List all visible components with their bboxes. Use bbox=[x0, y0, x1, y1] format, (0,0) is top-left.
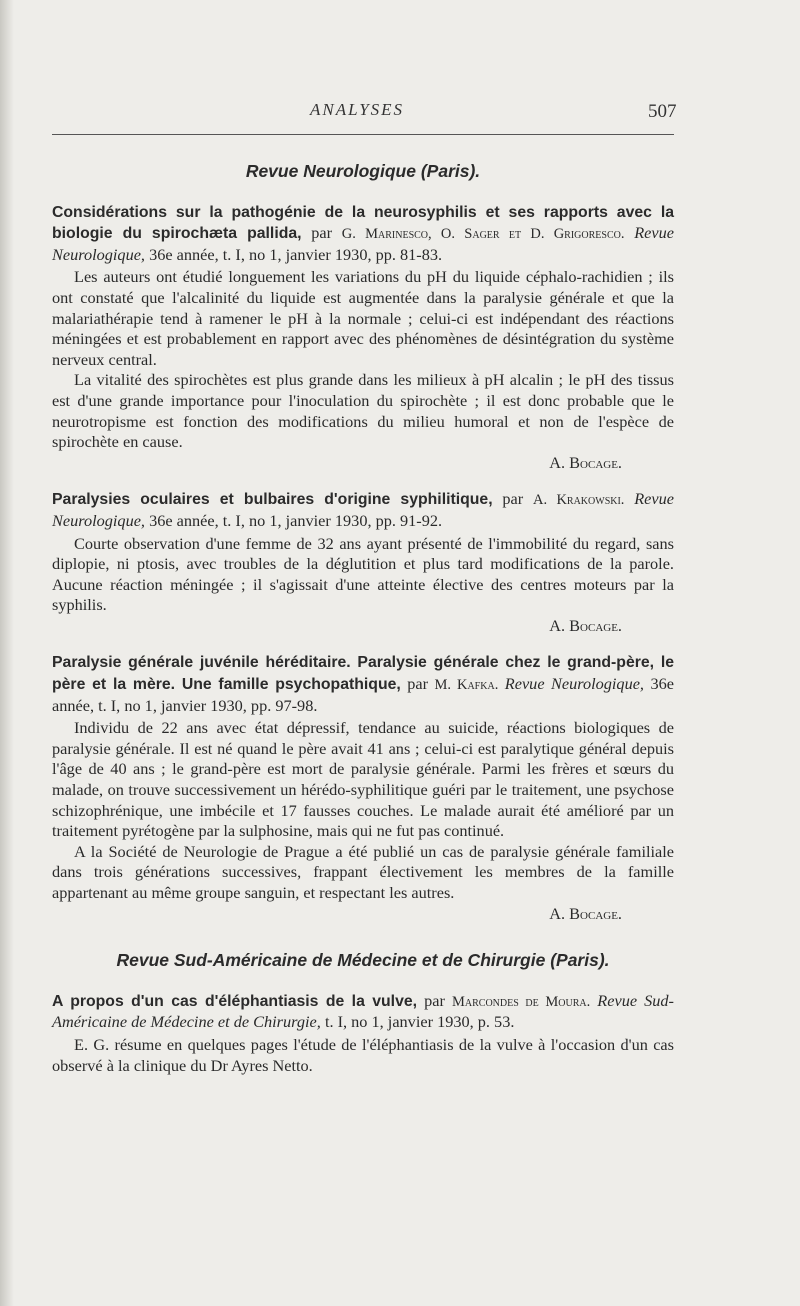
article-ref-details: 36e année, t. I, no 1, janvier 1930, pp. 91-92. bbox=[149, 510, 443, 530]
running-head bbox=[0, 100, 800, 124]
article-paragraph: A la Société de Neurologie de Prague a été publié un cas de paralysie générale familiale dans trois générations successives, frappant électivement les membres de la famille appartenant au même groupe sanguin, et respectant les autres. bbox=[52, 841, 674, 902]
article-signature: A. Bocage. bbox=[549, 452, 622, 472]
journal-heading: Revue Neurologique (Paris). bbox=[245, 161, 481, 181]
article-header bbox=[52, 489, 674, 531]
article-by: par bbox=[502, 489, 524, 509]
article-journal-ref: Revue Sud-Américaine de Médecine et de Chirurgie, bbox=[52, 990, 674, 1032]
article bbox=[52, 991, 674, 1076]
article bbox=[52, 202, 674, 474]
article-by: par bbox=[311, 223, 333, 243]
article-paragraph: Courte observation d'une femme de 32 ans ayant présenté de l'immobilité du regard, sans diplopie, ni ptosis, avec troubles de la déglutition et plus tard modifications de la parole. Aucune réaction méningée ; il s'agissait d'une atteinte élective des centres moteurs par la syphilis. bbox=[52, 533, 674, 615]
page-edge-shadow bbox=[0, 0, 14, 1306]
article-authors: G. Marinesco, O. Sager et D. Grigoresco. bbox=[341, 226, 625, 243]
article bbox=[52, 489, 674, 636]
article-title: Considérations sur la pathogénie de la neurosyphilis et ses rapports avec la biologie du spirochæta pallida, bbox=[52, 203, 674, 243]
article-paragraph: La vitalité des spirochètes est plus grande dans les milieux à pH alcalin ; le pH des tissus est d'une grande importance pour l'inoculation du spirochète ; il est donc probable que le neurotropisme est fonction des modifications du milieu humoral et non de l'espèce de spirochète en cause. bbox=[52, 370, 674, 452]
article-by: par bbox=[424, 990, 445, 1010]
article-title: A propos d'un cas d'éléphantiasis de la vulve, bbox=[52, 992, 418, 1010]
article-ref-details: t. I, no 1, janvier 1930, p. 53. bbox=[324, 1012, 515, 1032]
article-header bbox=[52, 991, 674, 1033]
page-number: 507 bbox=[648, 101, 677, 122]
article-header bbox=[52, 652, 674, 716]
article-title: Paralysies oculaires et bulbaires d'origine syphilitique, bbox=[52, 491, 493, 509]
article-paragraph: E. G. résume en quelques pages l'étude de l'éléphantiasis de la vulve à l'occasion d'un cas observé à la clinique du Dr Ayres Netto. bbox=[52, 1034, 674, 1075]
article-authors: A. Krakowski. bbox=[533, 492, 625, 509]
running-head-title: ANALYSES bbox=[310, 100, 405, 119]
article bbox=[52, 652, 674, 924]
page-content bbox=[52, 155, 674, 1092]
article-authors: M. Kafka. bbox=[434, 677, 499, 694]
article-signature: A. Bocage. bbox=[549, 903, 622, 923]
article-journal-ref: Revue Neurologique, bbox=[504, 674, 645, 694]
article-signature: A. Bocage. bbox=[549, 615, 622, 635]
article-ref-details: 36e année, t. I, no 1, janvier 1930, pp. 97-98. bbox=[52, 674, 674, 715]
article-paragraph: Les auteurs ont étudié longuement les variations du pH du liquide céphalo-rachidien ; ils ont constaté que l'alcalinité du liquide est augmentée dans la paralysie générale et que la malariathérapie tend à ramener le pH à la normale ; celui-ci est indépendant des réactions méningées et est probablement en rapport avec des phénomènes de désintégration du système nerveux central. bbox=[52, 267, 674, 369]
article-ref-details: 36e année, t. I, no 1, janvier 1930, pp. 81-83. bbox=[149, 244, 443, 264]
article-paragraph: Individu de 22 ans avec état dépressif, tendance au suicide, réactions biologiques de paralysie générale. Il est né quand le père avait 41 ans ; celui-ci est paralytique général depuis l'âge de 40 ans ; le grand-père est mort de paralysie générale. Parmi les frères et sœurs du malade, on trouve successivement un hérédo-syphilitique guéri par le traitement, une psychose schizophrénique, une imbécile et 17 fausses couches. Le malade aurait été amélioré par un traitement pyrétogène par la sulphosine, mais qui ne fut pas continué. bbox=[52, 718, 674, 841]
article-by: par bbox=[407, 674, 429, 694]
article-authors: Marcondes de Moura. bbox=[451, 993, 591, 1010]
article-header bbox=[52, 202, 674, 266]
header-rule bbox=[52, 134, 674, 135]
journal-heading: Revue Sud-Américaine de Médecine et de Chirurgie (Paris). bbox=[116, 950, 610, 971]
article-title: Paralysie générale juvénile héréditaire. Paralysie générale chez le grand-père, le père et la mère. Une famille psychopathique, bbox=[52, 654, 674, 694]
article-journal-ref: Revue Neurologique, bbox=[52, 223, 674, 264]
article-journal-ref: Revue Neurologique, bbox=[52, 489, 674, 530]
